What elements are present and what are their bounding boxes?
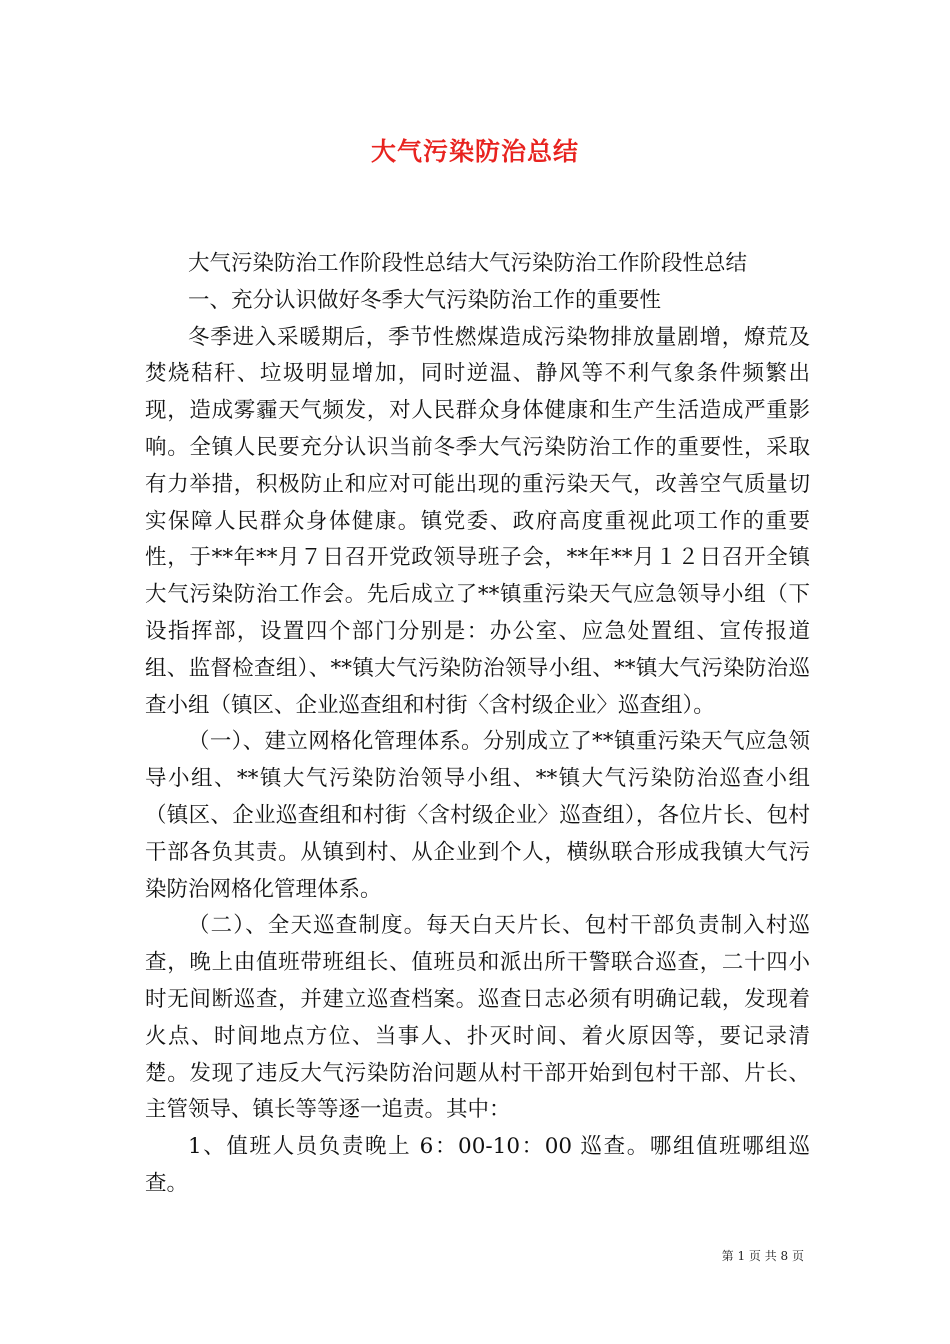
document-title: 大气污染防治总结 (370, 137, 579, 166)
document-body (145, 246, 810, 1203)
paragraph-winter-heating: 冬季进入采暖期后，季节性燃煤造成污染物排放量剧增，燎荒及焚烧秸秆、垃圾明显增加，同时逆温、静风等不利气象条件频繁出现，造成雾霾天气频发，对人民群众身体健康和生产生活造成严重影响。全镇人民要充分认识当前冬季大气污染防治工作的重要性，采取有力举措，积极防止和应对可能出现的重污染天气，改善空气质量切实保障人民群众身体健康。镇党委、政府高度重视此项工作的重要性，于**年**月７日召开党政领导班子会，**年**月１２日召开全镇大气污染防治工作会。先后成立了**镇重污染天气应急领导小组（下设指挥部，设置四个部门分别是：办公室、应急处置组、宣传报道组、监督检查组）、**镇大气污染防治领导小组、**镇大气污染防治巡查小组（镇区、企业巡查组和村街〈含村级企业〉巡查组）。 (145, 324, 810, 718)
paragraph-grid-management: （一）、建立网格化管理体系。分别成立了**镇重污染天气应急领导小组、**镇大气污染防治领导小组、**镇大气污染防治巡查小组（镇区、企业巡查组和村街〈含村级企业〉巡查组），各位片长、包村干部各负其责。从镇到村、从企业到个人，横纵联合形成我镇大气污染防治网格化管理体系。 (145, 729, 810, 902)
paragraph-section-one-heading: 一、充分认识做好冬季大气污染防治工作的重要性 (188, 287, 662, 313)
page-number: 第 1 页 共 8 页 (721, 1249, 804, 1263)
paragraph-all-day-patrol: （二）、全天巡查制度。每天白天片长、包村干部负责制入村巡查，晚上由值班带班组长、值班员和派出所干警联合巡查，二十四小时无间断巡查，并建立巡查档案。巡查日志必须有明确记载，发现着火点、时间地点方位、当事人、扑灭时间、着火原因等，要记录清楚。发现了违反大气污染防治问题从村干部开始到包村干部、片长、主管领导、镇长等等逐一追责。其中： (145, 913, 810, 1123)
paragraph-heading-summary: 大气污染防治工作阶段性总结大气污染防治工作阶段性总结 (188, 251, 748, 276)
paragraph-duty-staff: 1、值班人员负责晚上 6：00-10：00 巡查。哪组值班哪组巡查。 (145, 1134, 810, 1196)
